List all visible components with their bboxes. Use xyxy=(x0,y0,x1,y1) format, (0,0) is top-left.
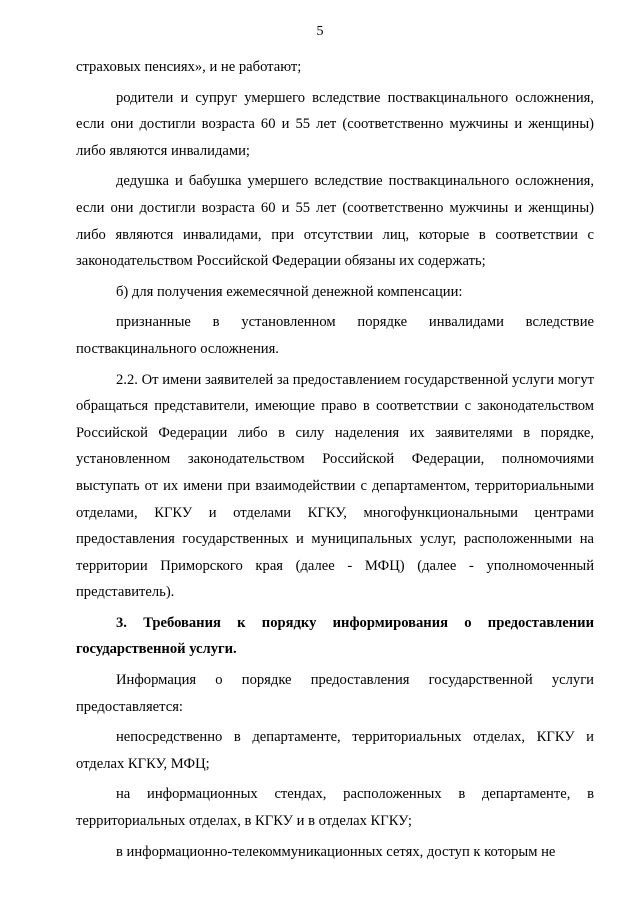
paragraph-2-2-representatives: 2.2. От имени заявителей за предоставлением государственной услуги могут обращаться представители, имеющие право в соответствии с законодательством Российской Федерации либо в силу наделения их заявителями в порядке, установленном законодательством Российской Федерации, полномочиями выступать от их имени при взаимодействии с департаментом, территориальными отделами, КГКУ и отделами КГКУ, многофункциональными центрами предоставления государственных и муниципальных услуг, расположенными на территории Приморского края (далее - МФЦ) (далее - уполномоченный представитель). xyxy=(76,371,594,601)
paragraph-continuation: страховых пенсиях», и не работают; xyxy=(76,59,302,75)
paragraph-parents-spouse: родители и супруг умершего вследствие поствакцинального осложнения, если они достигли возраста 60 и 55 лет (соответственно мужчины и женщины) либо являются инвалидами; xyxy=(76,89,594,159)
paragraph-directly-in-department: непосредственно в департаменте, территориальных отделах, КГКУ и отделах КГКУ, МФЦ; xyxy=(76,729,594,772)
paragraph-information-stands: на информационных стендах, расположенных в департаменте, в территориальных отделах, в КГКУ и в отделах КГКУ; xyxy=(76,786,594,830)
paragraph-recognized-disabled: признанные в установленном порядке инвалидами вследствие поствакцинального осложнения. xyxy=(76,314,594,357)
paragraph-monthly-compensation: б) для получения ежемесячной денежной компенсации: xyxy=(116,283,463,300)
document-body xyxy=(76,54,594,869)
paragraph-grandparents: дедушка и бабушка умершего вследствие поствакцинального осложнения, если они достигли возраста 60 и 55 лет (соответственно мужчины и женщины) либо являются инвалидами, при отсутствии лиц, которые в соответствии с законодательством Российской Федерации обязаны их содержать; xyxy=(76,173,594,270)
paragraph-information-provided: Информация о порядке предоставления государственной услуги предоставляется: xyxy=(76,672,594,715)
page-number: 5 xyxy=(316,24,324,39)
section-heading-3: 3. Требования к порядку информирования о предоставлении государственной услуги. xyxy=(76,614,594,658)
paragraph-telecom-networks: в информационно-телекоммуникационных сетях, доступ к которым не xyxy=(116,843,556,860)
